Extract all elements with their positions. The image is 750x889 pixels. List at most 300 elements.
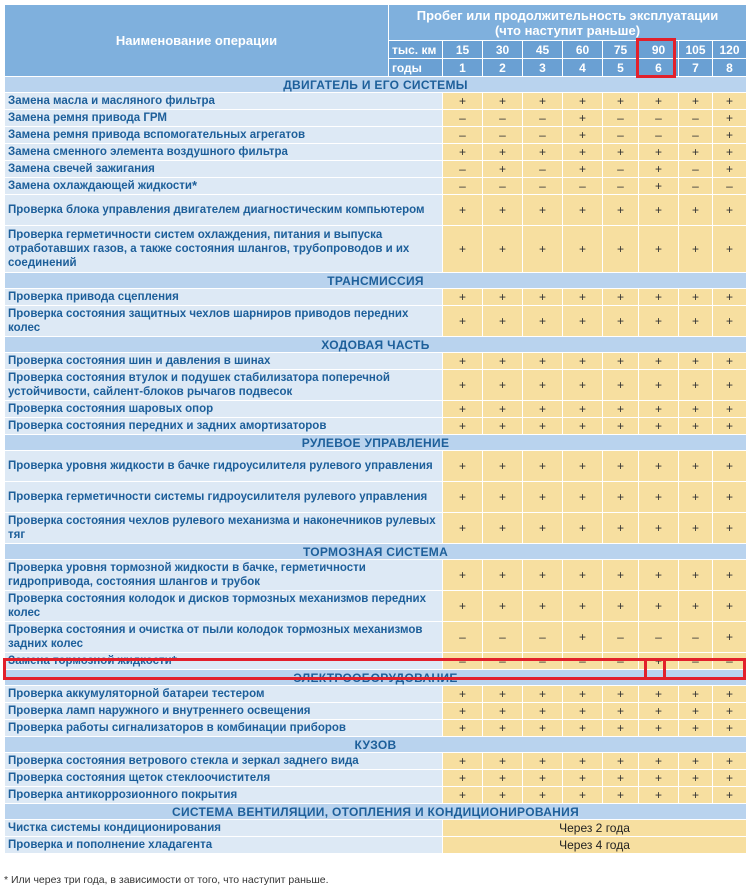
schedule-mark: +: [563, 195, 603, 226]
operation-name: [5, 195, 443, 226]
schedule-mark: +: [523, 353, 563, 370]
operation-name: [5, 226, 443, 273]
schedule-mark: +: [713, 770, 747, 787]
footnote-asterisk: *: [192, 178, 198, 193]
schedule-mark: +: [483, 418, 523, 435]
schedule-mark: –: [639, 622, 679, 653]
schedule-mark: +: [443, 306, 483, 337]
schedule-mark: +: [713, 787, 747, 804]
schedule-mark: +: [713, 144, 747, 161]
schedule-mark: +: [523, 703, 563, 720]
schedule-mark: +: [603, 93, 639, 110]
year-value: 6: [639, 59, 679, 77]
schedule-mark: +: [523, 591, 563, 622]
schedule-mark: +: [483, 513, 523, 544]
table-row: [5, 622, 747, 653]
schedule-mark: +: [443, 482, 483, 513]
schedule-mark: +: [639, 513, 679, 544]
schedule-mark: –: [679, 161, 713, 178]
schedule-mark: +: [443, 370, 483, 401]
schedule-mark: –: [679, 653, 713, 670]
schedule-mark: +: [713, 110, 747, 127]
schedule-mark: +: [713, 353, 747, 370]
schedule-mark: +: [713, 306, 747, 337]
schedule-mark: –: [483, 110, 523, 127]
schedule-mark: +: [603, 144, 639, 161]
km-value: 45: [523, 41, 563, 59]
table-row: [5, 93, 747, 110]
schedule-mark: +: [679, 560, 713, 591]
schedule-mark: +: [483, 482, 523, 513]
interval-header: [389, 5, 747, 41]
operation-label: Проверка герметичности системы гидроусилителя рулевого управления: [8, 491, 428, 503]
schedule-mark: +: [679, 703, 713, 720]
schedule-mark: +: [603, 370, 639, 401]
schedule-mark: –: [603, 178, 639, 195]
table-row: [5, 560, 747, 591]
operation-name: [5, 720, 443, 737]
km-value: 105: [679, 41, 713, 59]
operation-label: Проверка блока управления двигателем диагностическим компьютером: [8, 204, 425, 216]
schedule-mark: +: [603, 353, 639, 370]
table-row: [5, 178, 747, 195]
interval-header-line1: Пробег или продолжительность эксплуатации: [416, 7, 719, 23]
section-header-row: [5, 273, 747, 289]
km-value: 15: [443, 41, 483, 59]
table-row: [5, 770, 747, 787]
km-value: 30: [483, 41, 523, 59]
schedule-mark: +: [603, 703, 639, 720]
operation-name: [5, 622, 443, 653]
schedule-mark: +: [713, 451, 747, 482]
operation-label: Проверка работы сигнализаторов в комбинации приборов: [8, 722, 346, 734]
schedule-mark: –: [679, 178, 713, 195]
operation-name: [5, 787, 443, 804]
schedule-mark: +: [483, 195, 523, 226]
schedule-mark: +: [713, 127, 747, 144]
schedule-mark: +: [713, 401, 747, 418]
schedule-mark: +: [523, 686, 563, 703]
operation-label: Замена сменного элемента воздушного фильтра: [8, 146, 288, 158]
operation-name: [5, 451, 443, 482]
schedule-mark: +: [523, 513, 563, 544]
schedule-mark: +: [639, 653, 679, 670]
operation-name: [5, 370, 443, 401]
schedule-mark: +: [563, 110, 603, 127]
schedule-mark: +: [713, 622, 747, 653]
schedule-mark: +: [639, 686, 679, 703]
operation-label: Чистка системы кондиционирования: [8, 822, 221, 834]
operation-name: [5, 770, 443, 787]
table-row: [5, 110, 747, 127]
schedule-mark: +: [483, 93, 523, 110]
schedule-mark: –: [523, 622, 563, 653]
schedule-mark: +: [443, 703, 483, 720]
operation-name: [5, 127, 443, 144]
operation-name: [5, 837, 443, 854]
section-header-row: [5, 804, 747, 820]
schedule-mark: +: [603, 513, 639, 544]
schedule-mark: +: [603, 401, 639, 418]
schedule-mark: +: [563, 289, 603, 306]
operation-label: Проверка состояния чехлов рулевого механизма и наконечников рулевых тяг: [8, 515, 436, 541]
schedule-mark: +: [483, 560, 523, 591]
schedule-mark: +: [443, 226, 483, 273]
operation-name: [5, 353, 443, 370]
schedule-mark: +: [483, 370, 523, 401]
schedule-mark: +: [603, 770, 639, 787]
schedule-mark: +: [679, 770, 713, 787]
schedule-mark: +: [603, 195, 639, 226]
operation-label: Замена масла и масляного фильтра: [8, 95, 215, 107]
km-label: тыс. км: [389, 41, 443, 59]
section-title: ЭЛЕКТРООБОРУДОВАНИЕ: [5, 670, 747, 686]
operation-label: Проверка состояния шин и давления в шинах: [8, 355, 271, 367]
schedule-mark: +: [563, 703, 603, 720]
section-title: ТРАНСМИССИЯ: [5, 273, 747, 289]
schedule-mark: +: [483, 451, 523, 482]
operation-name: [5, 306, 443, 337]
schedule-mark: +: [639, 591, 679, 622]
table-row: [5, 513, 747, 544]
schedule-mark: +: [639, 753, 679, 770]
table-row: [5, 451, 747, 482]
table-row: [5, 686, 747, 703]
schedule-mark: +: [639, 418, 679, 435]
operation-name: [5, 513, 443, 544]
schedule-mark: +: [639, 306, 679, 337]
schedule-mark: +: [603, 451, 639, 482]
schedule-mark: +: [639, 195, 679, 226]
schedule-mark: +: [639, 93, 679, 110]
schedule-mark: +: [603, 306, 639, 337]
table-row: [5, 787, 747, 804]
table-row: [5, 195, 747, 226]
operation-label: Проверка уровня тормозной жидкости в бачке, герметичности гидропривода, состояния шлангов и трубок: [8, 562, 366, 588]
schedule-mark: +: [443, 560, 483, 591]
schedule-mark: +: [713, 720, 747, 737]
operation-label: Замена ремня привода вспомогательных агрегатов: [8, 129, 306, 141]
schedule-mark: +: [639, 370, 679, 401]
year-value: 3: [523, 59, 563, 77]
schedule-mark: –: [603, 110, 639, 127]
table-body: [5, 77, 747, 854]
schedule-mark: –: [523, 110, 563, 127]
schedule-mark: +: [523, 787, 563, 804]
operation-label: Проверка антикоррозионного покрытия: [8, 789, 238, 801]
schedule-mark: +: [523, 720, 563, 737]
schedule-mark: +: [679, 686, 713, 703]
schedule-mark: –: [603, 127, 639, 144]
schedule-mark: +: [679, 93, 713, 110]
highlight-brake-fluid-row: [3, 658, 746, 680]
interval-span-cell: Через 4 года: [443, 837, 747, 854]
schedule-mark: +: [483, 306, 523, 337]
highlight-brake-fluid-90km-cell: [644, 658, 666, 680]
schedule-mark: +: [563, 93, 603, 110]
schedule-mark: +: [443, 720, 483, 737]
schedule-mark: –: [603, 653, 639, 670]
schedule-mark: +: [679, 401, 713, 418]
schedule-mark: +: [563, 686, 603, 703]
table-row: [5, 226, 747, 273]
schedule-mark: –: [523, 127, 563, 144]
year-value: 8: [713, 59, 747, 77]
operation-name-header: Наименование операции: [5, 5, 389, 77]
schedule-mark: +: [679, 370, 713, 401]
schedule-mark: +: [523, 401, 563, 418]
section-header-row: [5, 77, 747, 93]
section-title: ТОРМОЗНАЯ СИСТЕМА: [5, 544, 747, 560]
schedule-mark: +: [443, 401, 483, 418]
schedule-mark: +: [639, 787, 679, 804]
schedule-mark: +: [523, 289, 563, 306]
operation-label: Проверка герметичности систем охлаждения, питания и выпуска отработавших газов, а также состояния шлангов, трубопроводов и их соединений: [8, 229, 410, 269]
section-title: ДВИГАТЕЛЬ И ЕГО СИСТЕМЫ: [5, 77, 747, 93]
schedule-mark: +: [443, 353, 483, 370]
schedule-mark: +: [523, 93, 563, 110]
schedule-mark: –: [679, 127, 713, 144]
schedule-mark: –: [443, 622, 483, 653]
operation-label: Замена ремня привода ГРМ: [8, 112, 168, 124]
schedule-mark: +: [713, 195, 747, 226]
interval-span-cell: Через 2 года: [443, 820, 747, 837]
operation-name: [5, 161, 443, 178]
schedule-mark: +: [639, 720, 679, 737]
schedule-mark: +: [483, 787, 523, 804]
schedule-mark: +: [563, 401, 603, 418]
operation-label: Проверка состояния передних и задних амортизаторов: [8, 420, 327, 432]
table-row: [5, 837, 747, 854]
footnote-asterisk: *: [171, 653, 177, 668]
section-title: ХОДОВАЯ ЧАСТЬ: [5, 337, 747, 353]
schedule-mark: –: [443, 653, 483, 670]
schedule-mark: +: [483, 289, 523, 306]
schedule-mark: +: [603, 482, 639, 513]
table-row: [5, 703, 747, 720]
operation-label: Проверка состояния защитных чехлов шарниров приводов передних колес: [8, 308, 409, 334]
table-row: [5, 353, 747, 370]
schedule-mark: +: [713, 93, 747, 110]
schedule-mark: +: [603, 591, 639, 622]
km-value: 120: [713, 41, 747, 59]
schedule-mark: +: [483, 144, 523, 161]
table-row: [5, 482, 747, 513]
schedule-mark: +: [523, 370, 563, 401]
schedule-mark: +: [523, 418, 563, 435]
schedule-mark: +: [523, 560, 563, 591]
schedule-mark: +: [713, 686, 747, 703]
operation-name: [5, 703, 443, 720]
table-row: [5, 820, 747, 837]
schedule-mark: +: [639, 226, 679, 273]
operation-name: [5, 93, 443, 110]
years-label: годы: [389, 59, 443, 77]
section-title: КУЗОВ: [5, 737, 747, 753]
schedule-mark: +: [679, 144, 713, 161]
schedule-mark: +: [563, 226, 603, 273]
schedule-mark: +: [639, 560, 679, 591]
schedule-mark: +: [603, 720, 639, 737]
schedule-mark: +: [639, 161, 679, 178]
schedule-mark: +: [679, 418, 713, 435]
schedule-mark: +: [443, 93, 483, 110]
schedule-mark: +: [713, 418, 747, 435]
schedule-mark: +: [639, 144, 679, 161]
schedule-mark: –: [483, 127, 523, 144]
section-header-row: [5, 435, 747, 451]
schedule-mark: +: [603, 753, 639, 770]
schedule-mark: +: [563, 591, 603, 622]
schedule-mark: –: [483, 622, 523, 653]
schedule-mark: +: [443, 770, 483, 787]
operation-name: [5, 178, 443, 195]
schedule-mark: +: [713, 703, 747, 720]
table-row: [5, 144, 747, 161]
schedule-mark: +: [563, 370, 603, 401]
schedule-mark: +: [603, 787, 639, 804]
schedule-mark: +: [443, 451, 483, 482]
schedule-mark: +: [443, 418, 483, 435]
year-value: 1: [443, 59, 483, 77]
schedule-mark: +: [563, 753, 603, 770]
schedule-mark: +: [679, 195, 713, 226]
interval-header-line2: (что наступит раньше): [494, 22, 641, 38]
schedule-mark: +: [563, 513, 603, 544]
highlight-90km-column: [636, 38, 676, 78]
schedule-mark: +: [483, 686, 523, 703]
schedule-mark: +: [523, 482, 563, 513]
km-value: 90: [639, 41, 679, 59]
schedule-mark: +: [483, 591, 523, 622]
operation-name: [5, 401, 443, 418]
schedule-mark: +: [563, 622, 603, 653]
schedule-mark: +: [639, 289, 679, 306]
schedule-mark: +: [713, 289, 747, 306]
schedule-mark: +: [483, 226, 523, 273]
schedule-mark: +: [563, 161, 603, 178]
operation-label: Замена охлаждающей жидкости: [8, 180, 193, 192]
table-row: [5, 161, 747, 178]
table-row: [5, 418, 747, 435]
schedule-mark: +: [639, 401, 679, 418]
schedule-mark: +: [679, 482, 713, 513]
schedule-mark: +: [523, 144, 563, 161]
schedule-mark: +: [443, 144, 483, 161]
operation-label: Проверка состояния втулок и подушек стабилизатора поперечной устойчивости, сайлент-блоков рычагов подвесок: [8, 372, 390, 398]
schedule-mark: +: [679, 306, 713, 337]
operation-label: Проверка ламп наружного и внутреннего освещения: [8, 705, 311, 717]
operation-name: [5, 560, 443, 591]
section-title: РУЛЕВОЕ УПРАВЛЕНИЕ: [5, 435, 747, 451]
schedule-mark: –: [483, 653, 523, 670]
schedule-mark: +: [523, 195, 563, 226]
schedule-mark: +: [443, 289, 483, 306]
schedule-mark: +: [563, 306, 603, 337]
km-value: 75: [603, 41, 639, 59]
schedule-mark: +: [679, 753, 713, 770]
schedule-mark: +: [443, 513, 483, 544]
section-header-row: [5, 544, 747, 560]
schedule-mark: +: [679, 513, 713, 544]
table-row: [5, 591, 747, 622]
schedule-mark: +: [713, 591, 747, 622]
schedule-mark: +: [563, 144, 603, 161]
operation-name: [5, 482, 443, 513]
schedule-mark: –: [483, 178, 523, 195]
schedule-mark: –: [523, 653, 563, 670]
schedule-mark: +: [483, 401, 523, 418]
schedule-mark: +: [713, 161, 747, 178]
operation-label: Проверка привода сцепления: [8, 291, 179, 303]
maintenance-schedule-table: [4, 4, 747, 854]
year-value: 4: [563, 59, 603, 77]
schedule-mark: +: [523, 753, 563, 770]
operation-name: [5, 753, 443, 770]
operation-name: [5, 418, 443, 435]
schedule-mark: –: [679, 622, 713, 653]
schedule-mark: +: [443, 753, 483, 770]
schedule-mark: +: [679, 289, 713, 306]
schedule-mark: –: [523, 178, 563, 195]
schedule-mark: +: [639, 178, 679, 195]
year-value: 7: [679, 59, 713, 77]
schedule-mark: +: [603, 560, 639, 591]
schedule-mark: +: [679, 451, 713, 482]
schedule-mark: +: [523, 306, 563, 337]
schedule-mark: +: [523, 770, 563, 787]
operation-label: Замена тормозной жидкости: [8, 655, 172, 667]
operation-label: Проверка аккумуляторной батареи тестером: [8, 688, 265, 700]
schedule-mark: +: [443, 787, 483, 804]
schedule-mark: +: [483, 353, 523, 370]
schedule-mark: –: [563, 653, 603, 670]
schedule-mark: +: [639, 482, 679, 513]
table-row: [5, 720, 747, 737]
schedule-mark: +: [713, 753, 747, 770]
schedule-mark: +: [713, 370, 747, 401]
operation-name: [5, 110, 443, 127]
schedule-mark: –: [713, 653, 747, 670]
schedule-mark: +: [563, 560, 603, 591]
section-title: СИСТЕМА ВЕНТИЛЯЦИИ, ОТОПЛЕНИЯ И КОНДИЦИОНИРОВАНИЯ: [5, 804, 747, 820]
schedule-mark: +: [603, 418, 639, 435]
schedule-mark: +: [639, 451, 679, 482]
schedule-mark: +: [679, 226, 713, 273]
schedule-mark: +: [563, 418, 603, 435]
schedule-mark: +: [603, 289, 639, 306]
schedule-mark: +: [563, 720, 603, 737]
operation-label: Проверка состояния шаровых опор: [8, 403, 214, 415]
km-value: 60: [563, 41, 603, 59]
schedule-mark: +: [483, 770, 523, 787]
schedule-mark: –: [443, 178, 483, 195]
year-value: 5: [603, 59, 639, 77]
table-row: [5, 401, 747, 418]
table-row: [5, 753, 747, 770]
section-header-row: [5, 337, 747, 353]
schedule-mark: +: [483, 720, 523, 737]
operation-label: Проверка состояния ветрового стекла и зеркал заднего вида: [8, 755, 359, 767]
table-row: [5, 306, 747, 337]
schedule-mark: +: [679, 787, 713, 804]
schedule-mark: –: [443, 127, 483, 144]
operation-name: [5, 144, 443, 161]
operation-label: Проверка состояния и очистка от пыли колодок тормозных механизмов задних колес: [8, 624, 423, 650]
schedule-mark: –: [639, 127, 679, 144]
schedule-mark: –: [603, 161, 639, 178]
schedule-mark: +: [523, 226, 563, 273]
